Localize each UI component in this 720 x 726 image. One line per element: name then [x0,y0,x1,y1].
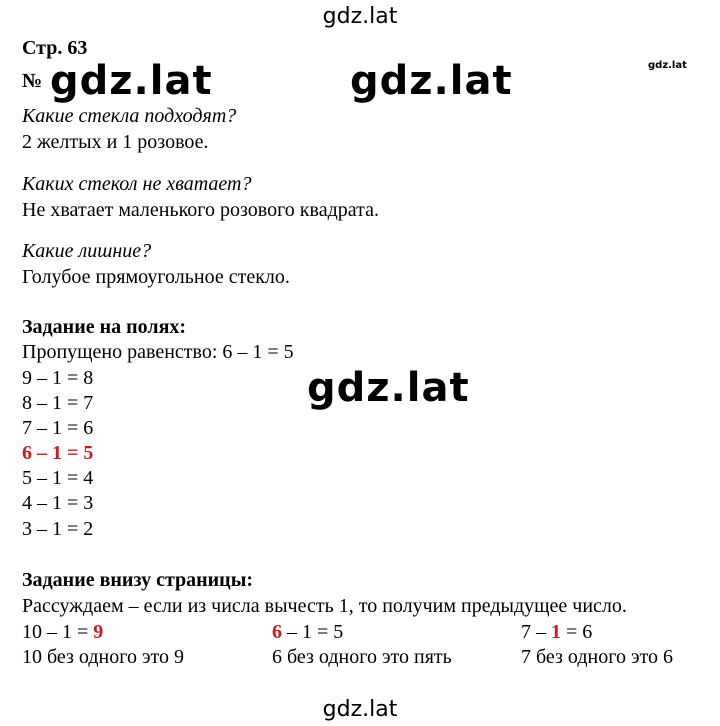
page-label: Стр. 63 [22,37,88,59]
answer-1: 2 желтых и 1 розовое. [22,131,209,153]
watermark-top: gdz.lat [322,4,398,29]
equation-row: 7 – 1 = 6 [22,417,94,439]
bottom-equation-2: 6 – 1 = 5 [272,621,344,643]
watermark-left: gdz.lat [50,58,213,104]
answer-2: Не хватает маленького розового квадрата. [22,199,379,221]
equation-row: 9 – 1 = 8 [22,367,94,389]
bottom-equation-1: 10 – 1 = 9 [22,621,104,643]
reasoning-text: Рассуждаем – если из числа вычесть 1, то получим предыдущее число. [22,595,627,617]
bottom-words-3: 7 без одного это 6 [521,646,674,668]
task-number: № [22,70,43,92]
bottom-words-2: 6 без одного это пять [272,646,452,668]
bottom-equation-3: 7 – 1 = 6 [521,621,593,643]
question-2: Каких стекол не хватает? [22,173,252,195]
equation-row: 8 – 1 = 7 [22,392,94,414]
bottom-words-1: 10 без одного это 9 [22,646,185,668]
equation-row: 5 – 1 = 4 [22,467,94,489]
question-1: Какие стекла подходят? [22,105,237,127]
missing-equation: Пропущено равенство: 6 – 1 = 5 [22,341,294,363]
equation-row: 3 – 1 = 2 [22,518,94,540]
question-3: Какие лишние? [22,240,152,262]
watermark-center: gdz.lat [307,365,470,411]
margin-task-heading: Задание на полях: [22,316,187,338]
bottom-task-heading: Задание внизу страницы: [22,569,253,591]
equation-row: 4 – 1 = 3 [22,492,94,514]
watermark-middle: gdz.lat [350,58,513,104]
equation-row-highlighted: 6 – 1 = 5 [22,442,94,464]
answer-3: Голубое прямоугольное стекло. [22,266,290,288]
watermark-bottom: gdz.lat [322,697,398,722]
watermark-right-small: gdz.lat [648,60,687,71]
